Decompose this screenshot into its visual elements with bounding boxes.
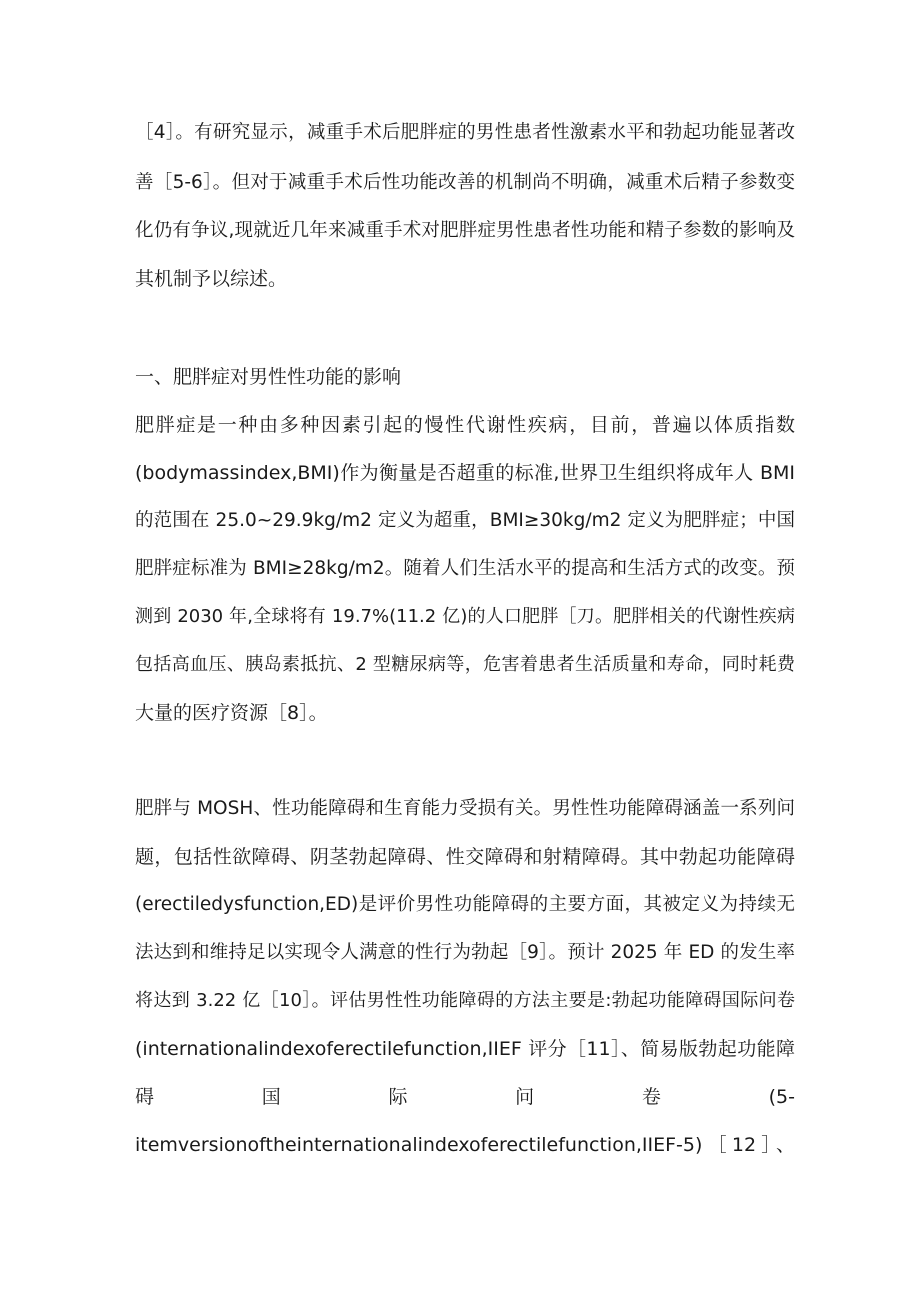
paragraph-2-line-5: 测到 2030 年,全球将有 19.7%(11.2 亿)的人口肥胖［刀。肥胖相关的代谢性疾病 (135, 606, 795, 627)
paragraph-1-line-2: 善［5-6］。但对于减重手术后性功能改善的机制尚不明确，减重术后精子参数变 (135, 172, 795, 193)
paragraph-2-line-7: 大量的医疗资源［8］。 (135, 702, 328, 724)
section-heading: 一、肥胖症对男性性功能的影响 (135, 366, 402, 388)
paragraph-3-line-4: 法达到和维持足以实现令人满意的性行为勃起［9］。预计 2025 年 ED 的发生率 (135, 942, 795, 963)
paragraph-3-line-3: (erectiledysfunction,ED)是评价男性功能障碍的主要方面，其被定义为持续无 (135, 894, 795, 915)
paragraph-3-line-2: 题，包括性欲障碍、阴茎勃起障碍、性交障碍和射精障碍。其中勃起功能障碍 (135, 846, 795, 868)
paragraph-3-line-5: 将达到 3.22 亿［10］。评估男性性功能障碍的方法主要是:勃起功能障碍国际问卷 (135, 990, 795, 1011)
paragraph-2-line-1: 肥胖症是一种由多种因素引起的慢性代谢性疾病，目前，普遍以体质指数 (135, 414, 795, 436)
paragraph-2-line-2: (bodymassindex,BMI)作为衡量是否超重的标准,世界卫生组织将成年人 BMI (135, 462, 795, 484)
paragraph-2-line-6: 包括高血压、胰岛素抵抗、2 型糖尿病等，危害着患者生活质量和寿命，同时耗费 (135, 654, 795, 675)
paragraph-3-line-7: 碍 国 际 问 卷 (5- (135, 1086, 795, 1108)
paragraph-1-line-3: 化仍有争议,现就近几年来减重手术对肥胖症男性患者性功能和精子参数的影响及 (135, 220, 795, 241)
paragraph-3-line-1: 肥胖与 MOSH、性功能障碍和生育能力受损有关。男性性功能障碍涵盖一系列问 (135, 798, 795, 819)
paragraph-2-line-4: 肥胖症标准为 BMI≥28kg∕m2。随着人们生活水平的提高和生活方式的改变。预 (135, 558, 795, 579)
paragraph-1-line-4: 其机制予以综述。 (135, 268, 288, 290)
paragraph-3-line-6: (internationalindexoferectilefunction,IIEF 评分［11］、简易版勃起功能障 (135, 1038, 795, 1060)
paragraph-1-line-1: ［4］。有研究显示，减重手术后肥胖症的男性患者性激素水平和勃起功能显著改 (135, 122, 795, 143)
paragraph-2-line-3: 的范围在 25.0~29.9kg∕m2 定义为超重，BMI≥30kg∕m2 定义为肥胖症；中国 (135, 510, 795, 531)
paragraph-3-line-8: itemversionoftheinternationalindexoferectilefunction,IIEF-5)［12］、 (135, 1134, 795, 1156)
